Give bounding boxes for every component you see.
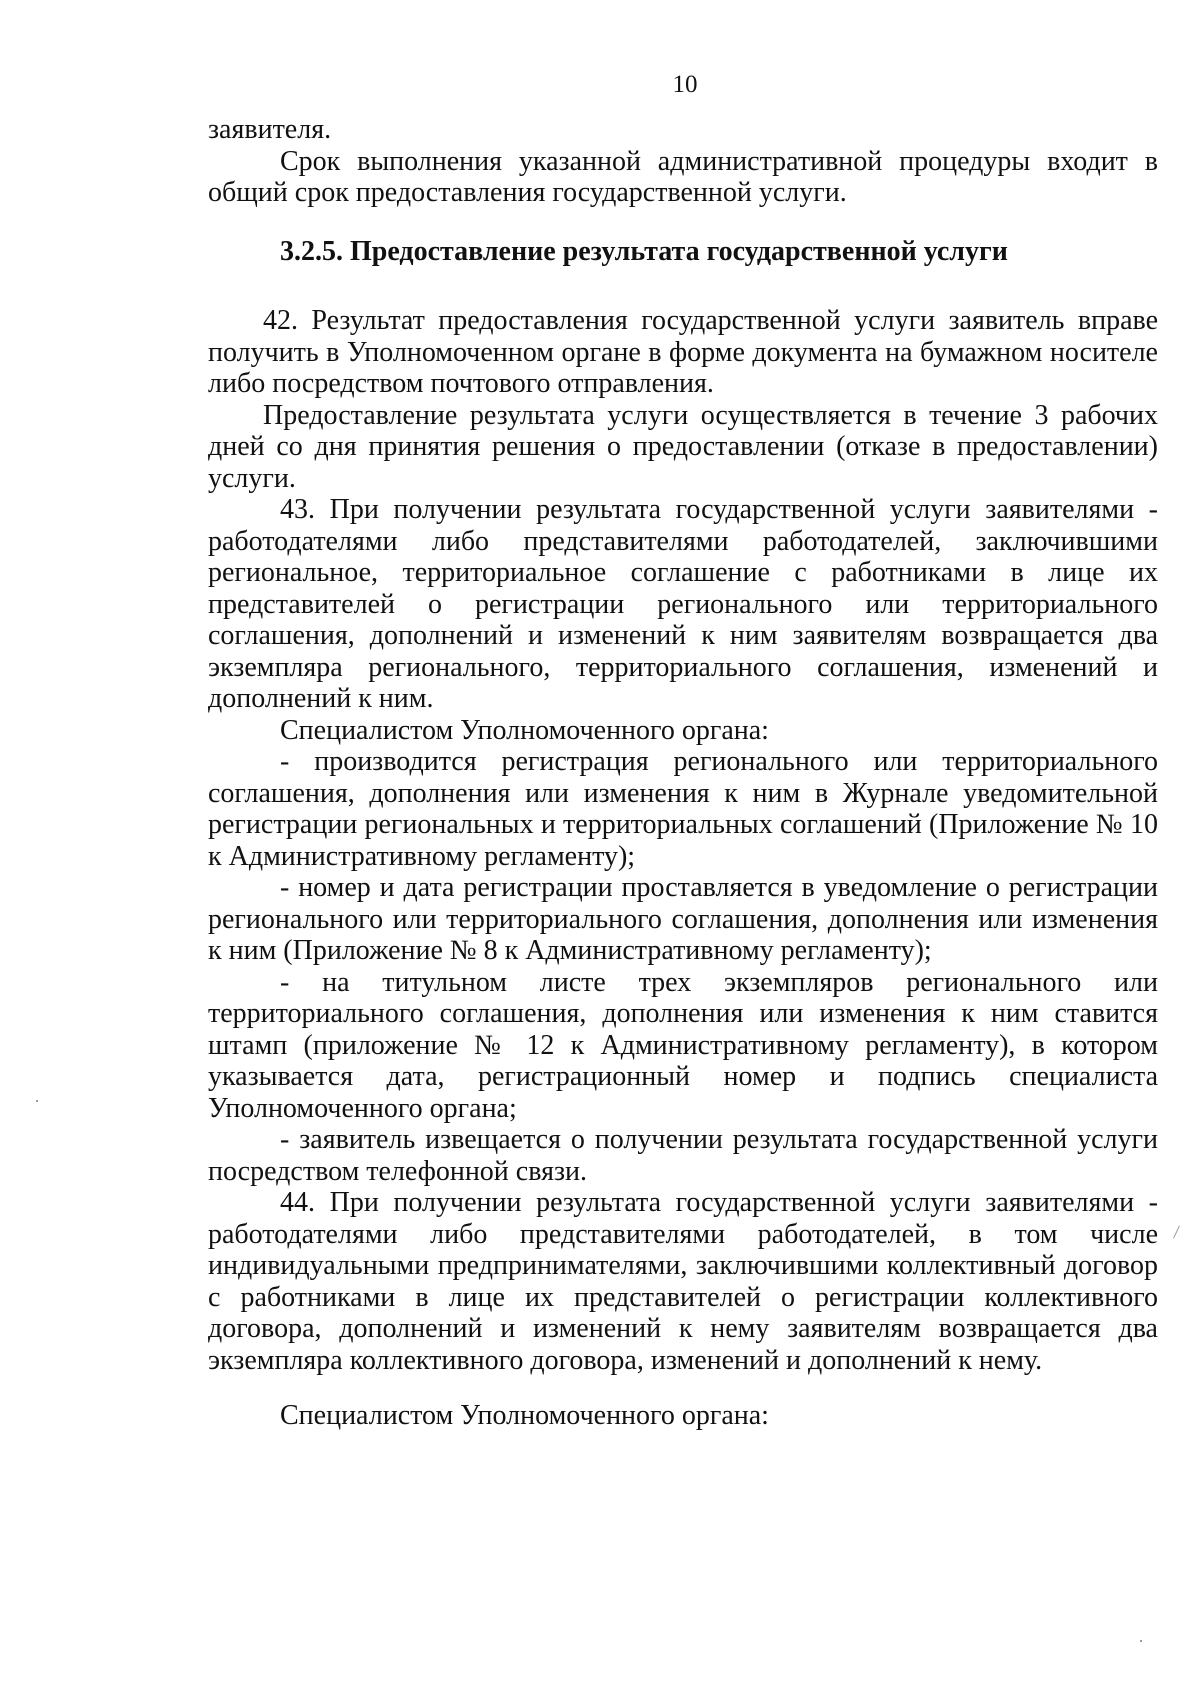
list-item: - производится регистрация регионального или территориального соглашения, дополнения или изменения к ним в Журнале уведомительной регистрации региональных и территориальных соглашений (Приложение № 10 к Административному регламенту); <box>208 746 1158 872</box>
list-item: - номер и дата регистрации проставляется в уведомление о регистрации регионального или территориального соглашения, дополнения или изменения к ним (Приложение № 8 к Административному регламенту); <box>208 872 1158 966</box>
list-item: - заявитель извещается о получении результата государственной услуги посредством телефонной связи. <box>208 1124 1158 1187</box>
list-item: - на титульном листе трех экземпляров регионального или территориального соглашения, дополнения или изменения к ним ставится штамп (приложение № 12 к Административному регламенту), в котором указывается дата, регистрационный номер и подпись специалиста Уполномоченного органа; <box>208 966 1158 1124</box>
paragraph: Срок выполнения указанной административной процедуры входит в общий срок предоставления государственной услуги. <box>208 145 1158 208</box>
paragraph: 43. При получении результата государственной услуги заявителями - работодателями либо представителями работодателей, заключившими региональное, территориальное соглашение с работниками в лице их представителей о регистрации регионального или территориального соглашения, дополнений и изменений к ним заявителям возвращается два экземпляра регионального, территориального соглашения, изменений и дополнений к ним. <box>208 494 1158 714</box>
section-heading: 3.2.5. Предоставление результата государственной услуги <box>280 235 1008 267</box>
paragraph: Специалистом Уполномоченного органа: <box>280 714 769 746</box>
scan-speck <box>1173 1225 1180 1238</box>
paragraph: Специалистом Уполномоченного органа: <box>280 1400 769 1431</box>
scan-speck <box>1140 1640 1142 1642</box>
page-number: 10 <box>672 71 698 98</box>
paragraph: заявителя. <box>208 114 332 145</box>
document-body <box>208 114 1158 1432</box>
paragraph: 42. Результат предоставления государственной услуги заявитель вправе получить в Уполномоченном органе в форме документа на бумажном носителе либо посредством почтового отправления. <box>208 305 1158 399</box>
paragraph: Предоставление результата услуги осуществляется в течение 3 рабочих дней со дня принятия решения о предоставлении (отказе в предоставлении) услуги. <box>208 399 1158 494</box>
scan-speck <box>36 1100 38 1102</box>
paragraph: 44. При получении результата государственной услуги заявителями - работодателями либо представителями работодателей, в том числе индивидуальными предпринимателями, заключившими коллективный договор с работниками в лице их представителей о регистрации коллективного договора, дополнений и изменений к нему заявителям возвращается два экземпляра коллективного договора, изменений и дополнений к нему. <box>208 1187 1158 1376</box>
